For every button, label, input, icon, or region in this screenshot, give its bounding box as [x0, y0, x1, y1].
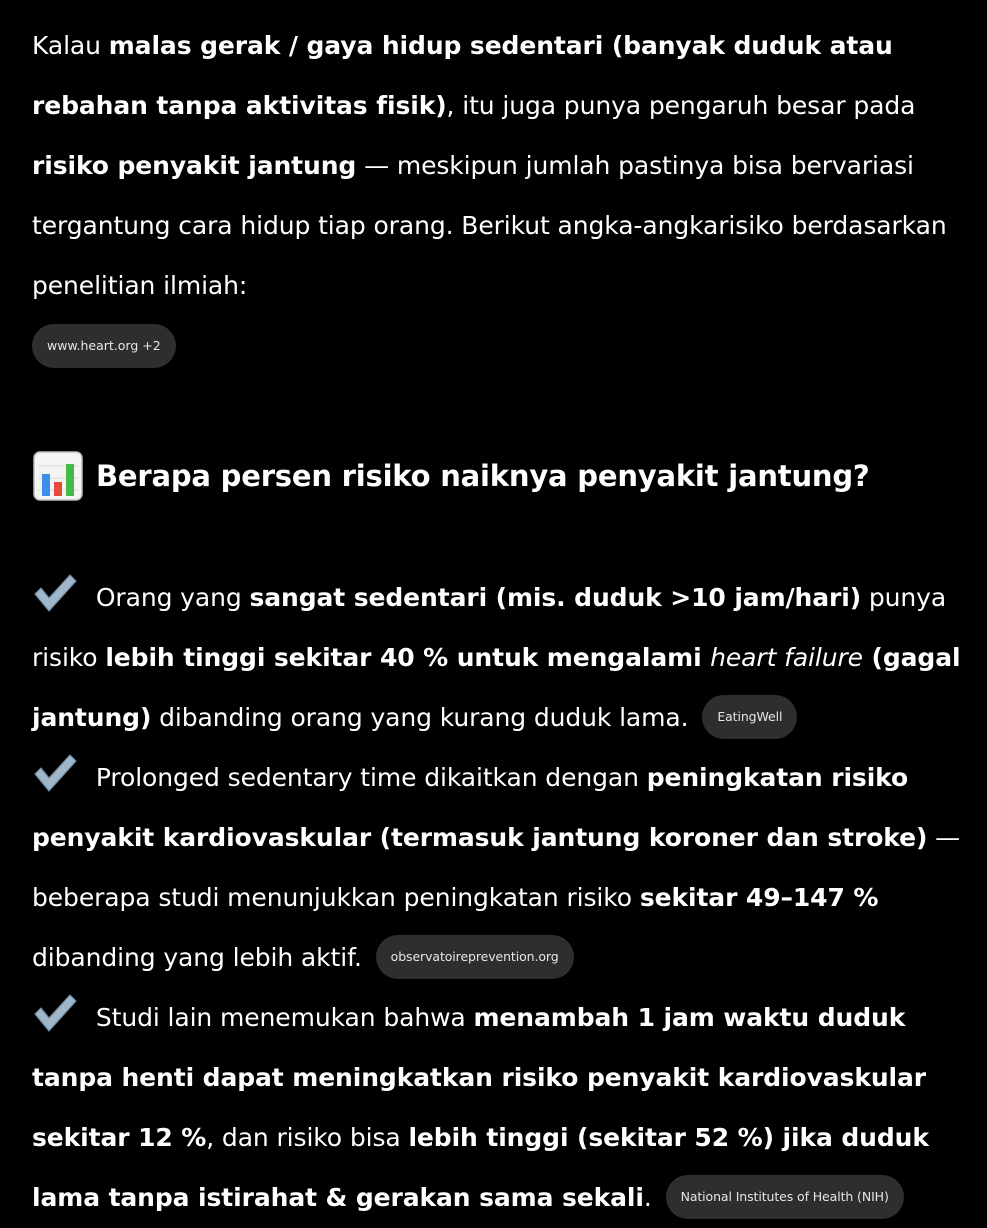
- intro-paragraph: [32, 16, 967, 316]
- intro-text-1: Kalau: [32, 31, 109, 60]
- point-2-text-2: — beberapa studi menunjukkan peningkatan risiko: [32, 823, 961, 912]
- section-title: Berapa persen risiko naiknya penyakit jantung?: [96, 459, 870, 493]
- point-3-bold-2: lebih tinggi (sekitar 52 %) jika duduk lama tanpa istirahat & gerakan sama sekali: [32, 1123, 929, 1212]
- section-heading: [32, 446, 967, 506]
- point-1-emphasis: heart failure: [710, 643, 863, 672]
- point-3-text-2: , dan risiko bisa: [206, 1123, 409, 1152]
- list-item: [32, 568, 967, 748]
- list-item: [32, 748, 967, 988]
- point-3-text-3: .: [643, 1183, 652, 1212]
- point-1-text-1: Orang yang: [88, 583, 250, 612]
- chat-response: [32, 16, 967, 1228]
- point-2-text-3: dibanding yang lebih aktif.: [32, 943, 362, 972]
- check-mark-icon: [32, 572, 78, 614]
- point-3-text-1: Studi lain menemukan bahwa: [88, 1003, 474, 1032]
- point-2-bold-2: sekitar 49–147 %: [639, 883, 879, 912]
- source-chip-observatoire[interactable]: observatoireprevention.org: [376, 935, 574, 979]
- intro-text-2: , itu juga punya pengaruh besar pada: [446, 91, 916, 120]
- point-1-text-2: punya risiko: [32, 583, 947, 672]
- point-2-text-1: Prolonged sedentary time dikaitkan dengan: [88, 763, 647, 792]
- check-mark-icon: [32, 992, 78, 1034]
- source-chip-eatingwell[interactable]: EatingWell: [702, 695, 797, 739]
- points-list: [32, 568, 967, 1228]
- point-1-bold-3: (gagal jantung): [32, 643, 961, 732]
- intro-bold-1: malas gerak / gaya hidup sedentari (banyak duduk atau rebahan tanpa aktivitas fisik): [32, 31, 893, 120]
- check-mark-icon: [32, 752, 78, 794]
- point-2-bold-1: peningkatan risiko penyakit kardiovaskular (termasuk jantung koroner dan stroke): [32, 763, 928, 852]
- list-item: [32, 988, 967, 1228]
- bar-chart-icon: [32, 450, 84, 502]
- source-chip-heart[interactable]: www.heart.org +2: [32, 324, 176, 368]
- intro-bold-2: risiko penyakit jantung: [32, 151, 357, 180]
- point-3-bold-1: menambah 1 jam waktu duduk tanpa henti dapat meningkatkan risiko penyakit kardiovaskular sekitar 12 %: [32, 1003, 927, 1152]
- point-1-bold-2: lebih tinggi sekitar 40 % untuk mengalami: [105, 643, 711, 672]
- point-1-bold-1: sangat sedentari (mis. duduk >10 jam/hari): [249, 583, 862, 612]
- intro-text-3: — meskipun jumlah pastinya bisa bervariasi tergantung cara hidup tiap orang. Berikut angka-angkarisiko berdasarkan penelitian ilmiah:: [32, 151, 947, 300]
- point-1-text-3: dibanding orang yang kurang duduk lama.: [151, 703, 689, 732]
- source-chip-nih[interactable]: National Institutes of Health (NIH): [666, 1175, 904, 1219]
